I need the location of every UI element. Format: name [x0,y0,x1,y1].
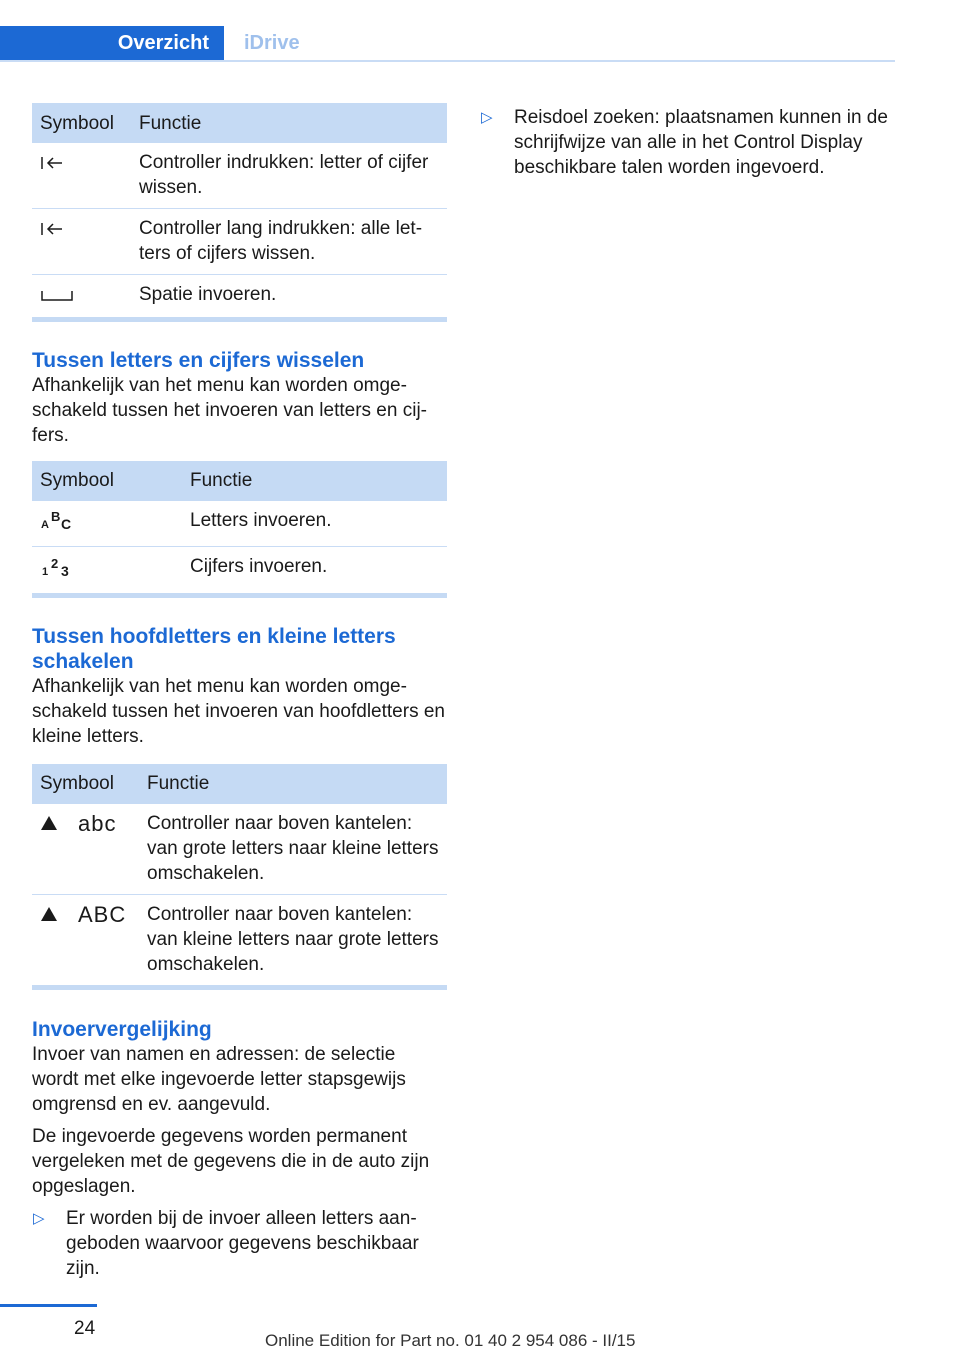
svg-text:1: 1 [42,565,49,578]
bullet-text: Er worden bij de invoer alleen letters aangeboden waarvoor gegevens beschikbaar zijn. [66,1207,419,1279]
edition-text: Online Edition for Part no. 01 40 2 954 086 - II/15 [265,1331,636,1350]
svg-text:3: 3 [61,562,69,578]
symbol-text: ABC [78,901,127,927]
table-row [32,143,447,209]
table-header-function: Functie [139,764,447,804]
header-tabs [0,0,895,62]
table-case-switch [32,764,447,985]
table-cell-function: Controller naar boven kantelen: van kleine letters naar grote letters omschakelen. [147,903,439,975]
right-column [480,105,890,180]
symbol-text: abc [78,810,117,836]
table-row [32,501,447,547]
section-text: Invoer van namen en adressen: de selectie wordt met elke ingevoerde letter stapsgewijs omgrensd en ev. aangevuld. [32,1043,406,1115]
bullet-text: Reisdoel zoeken: plaatsnamen kunnen in de schrijfwijze van alle in het Control Display beschikbare talen worden ingevoerd. [514,107,888,178]
letters-icon [40,508,74,533]
section-text: De ingevoerde gegevens worden permanent vergeleken met de gegevens die in de auto zijn opgeslagen. [32,1125,430,1197]
numbers-icon [40,554,74,579]
table-cell-function: Controller lang indrukken: alle letters of cijfers wissen. [131,209,447,275]
svg-text:C: C [61,516,72,531]
space-icon [40,282,74,307]
table-cell-function: Cijfers invoeren. [190,556,328,577]
table-row [32,275,447,317]
tab-idrive[interactable]: iDrive [244,32,300,54]
table-row [32,209,447,275]
section-text: Afhankelijk van het menu kan worden omgeschakeld tussen het invoeren van hoofdletters en kleine letters. [32,675,445,747]
section-title: Tussen hoofdletters en kleine letters schakelen [32,624,396,673]
bullet-item [480,105,890,180]
table-header-symbol: Symbool [32,461,182,501]
bullet-triangle-icon: ▷ [481,109,493,126]
svg-text:A: A [41,519,49,531]
table-cell-function: Controller indrukken: letter of cijfer wissen. [131,143,447,209]
page-number: 24 [74,1318,96,1339]
left-column [32,103,447,1281]
section-title: Invoervergelijking [32,1017,212,1041]
table-correction-symbols [32,103,447,317]
footer-accent-line [0,1304,97,1307]
svg-text:B: B [51,509,61,524]
table-letters-numbers [32,461,447,593]
table-cell-function: Controller naar boven kantelen: van grote letters naar kleine letters omschakelen. [139,804,447,895]
table-header-symbol: Symbool [32,103,131,143]
svg-text:2: 2 [51,555,59,571]
header-divider [0,60,895,62]
table-cell-function: Letters invoeren. [182,501,447,547]
table-cell-function: Spatie invoeren. [139,284,277,305]
tab-overzicht[interactable]: Overzicht [0,26,224,61]
bullet-triangle-icon: ▷ [33,1209,45,1227]
section-title: Tussen letters en cijfers wisselen [32,348,365,372]
table-row [32,547,447,593]
tilt-up-uppercase-icon [40,902,126,927]
backspace-icon [40,216,66,241]
section-text: Afhankelijk van het menu kan worden omgeschakeld tussen het invoeren van letters en cijfers. [32,374,427,446]
table-row [32,804,447,895]
bullet-item [32,1206,447,1281]
tilt-up-lowercase-icon [40,811,116,836]
table-header-function: Functie [182,461,447,501]
table-row [32,894,447,985]
table-header-function: Functie [131,103,447,143]
backspace-icon [40,150,66,175]
table-header-symbol: Symbool [32,764,139,804]
